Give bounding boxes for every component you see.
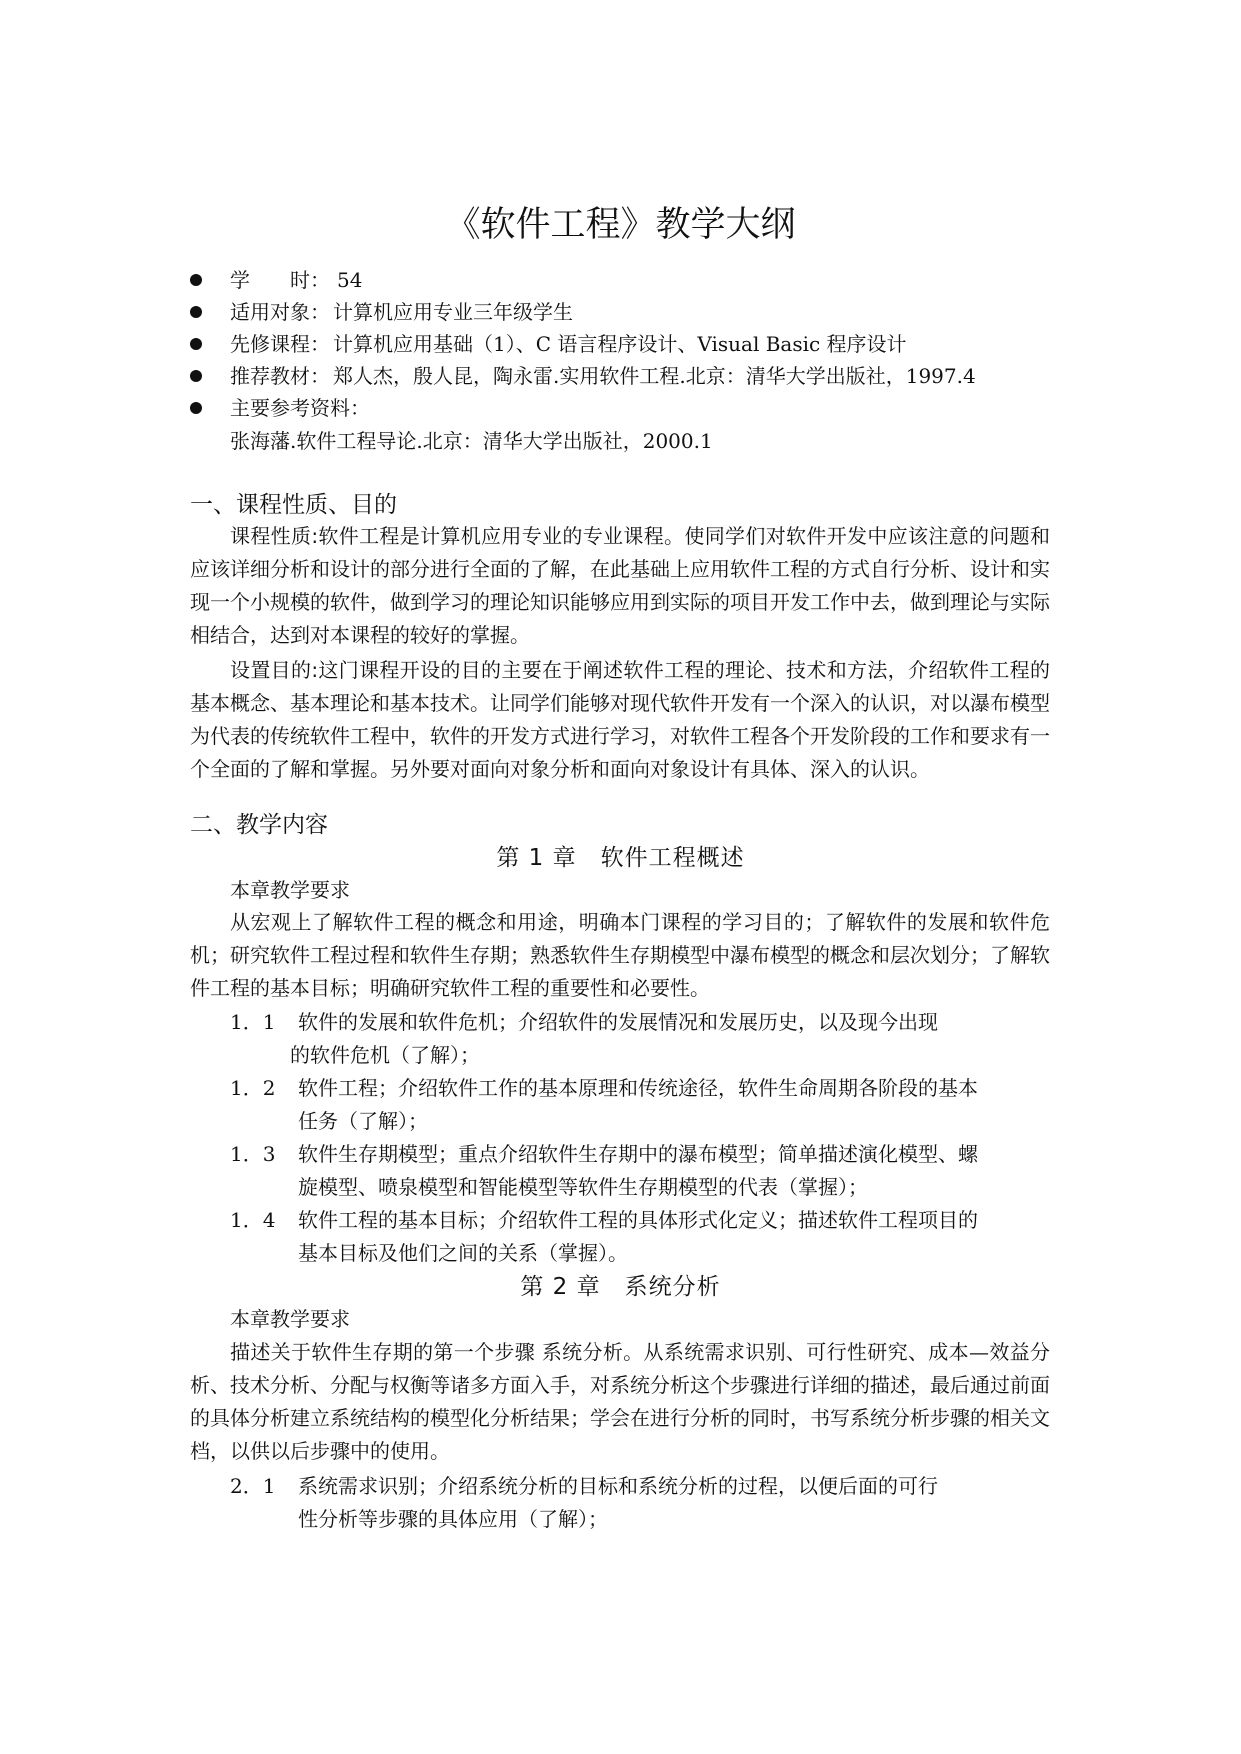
chapter-title-1: 第 1 章 软件工程概述 [496,845,745,871]
chapter-item [230,1006,1050,1072]
paragraph-course-nature [190,520,1050,652]
item-number: 1．3 [230,1142,276,1166]
item-number: 2．1 [230,1474,276,1498]
item-text [298,1138,1050,1204]
reference-entry: 张海藩.软件工程导论.北京：清华大学出版社，2000.1 [230,429,713,453]
meta-value: 郑人杰，殷人昆，陶永雷.实用软件工程.北京：清华大学出版社，1997.4 [333,364,976,388]
meta-value: 54 [337,268,363,292]
item-text [298,1470,1050,1536]
meta-value: 计算机应用专业三年级学生 [333,300,573,324]
paragraph-text: 这门课程开设的目的主要在于阐述软件工程的理论、技术和方法，介绍软件工程的基本概念、基本理论和基本技术。让同学们能够对现代软件开发有一个深入的认识，对以瀑布模型为代表的传统软件工程中，软件的开发方式进行学习，对软件工程各个开发阶段的工作和要求有一个全面的了解和掌握。另外要对面向对象分析和面向对象设计有具体、深入的认识。 [190,658,1051,781]
item-line: 软件的发展和软件危机；介绍软件的发展情况和发展历史，以及现今出现 [298,1010,938,1034]
item-line: 的软件危机（了解）； [290,1043,480,1067]
item-number: 1．2 [230,1076,276,1100]
chapter-requirements-text: 从宏观上了解软件工程的概念和用途，明确本门课程的学习目的；了解软件的发展和软件危机；研究软件工程过程和软件生存期；熟悉软件生存期模型中瀑布模型的概念和层次划分；了解软件工程的基本目标；明确研究软件工程的重要性和必要性。 [190,910,1050,1000]
paragraph-course-purpose [190,654,1050,786]
meta-label: 学 时： [230,268,330,292]
chapter-requirements-label: 本章教学要求 [230,878,350,902]
item-line: 基本目标及他们之间的关系（掌握）。 [298,1241,628,1265]
meta-label: 先修课程： [230,332,330,356]
paragraph-text: 软件工程是计算机应用专业的专业课程。使同学们对软件开发中应该注意的问题和应该详细分析和设计的部分进行全面的了解，在此基础上应用软件工程的方式自行分析、设计和实现一个小规模的软件，做到学习的理论知识能够应用到实际的项目开发工作中去，做到理论与实际相结合，达到对本课程的较好的掌握。 [190,524,1051,647]
chapter-item [230,1138,1050,1204]
bullet-icon [190,370,202,382]
item-line: 性分析等步骤的具体应用（了解）； [298,1507,608,1531]
chapter-title-2: 第 2 章 系统分析 [520,1274,721,1300]
item-line: 系统需求识别；介绍系统分析的目标和系统分析的过程，以便后面的可行 [298,1474,938,1498]
meta-label: 适用对象： [230,300,330,324]
document-title: 《软件工程》教学大纲 [445,205,796,245]
paragraph-lead: 课程性质: [230,524,319,548]
item-line: 任务（了解）； [298,1109,428,1133]
item-text [298,1072,1050,1138]
bullet-icon [190,402,202,414]
chapter-item [230,1470,1050,1536]
item-line: 软件工程的基本目标；介绍软件工程的具体形式化定义；描述软件工程项目的 [298,1208,978,1232]
chapter-requirements-label: 本章教学要求 [230,1307,350,1331]
item-text [290,1006,1050,1072]
item-number: 1．4 [230,1208,276,1232]
item-text [298,1204,1050,1270]
section-heading-nature: 一、课程性质、目的 [190,492,397,518]
meta-label: 推荐教材： [230,364,330,388]
chapter-requirements-text: 描述关于软件生存期的第一个步骤 系统分析。从系统需求识别、可行性研究、成本—效益分析、技术分析、分配与权衡等诸多方面入手，对系统分析这个步骤进行详细的描述，最后通过前面的具体分析建立系统结构的模型化分析结果；学会在进行分析的同时，书写系统分析步骤的相关文档，以供以后步骤中的使用。 [190,1340,1050,1463]
chapter-item [230,1072,1050,1138]
paragraph-lead: 设置目的: [230,658,319,682]
item-line: 软件工程；介绍软件工作的基本原理和传统途径，软件生命周期各阶段的基本 [298,1076,978,1100]
meta-value: 计算机应用基础（1）、C 语言程序设计、Visual Basic 程序设计 [333,332,907,356]
item-line: 旋模型、喷泉模型和智能模型等软件生存期模型的代表（掌握）； [298,1175,868,1199]
bullet-icon [190,338,202,350]
item-line: 软件生存期模型；重点介绍软件生存期中的瀑布模型；简单描述演化模型、螺 [298,1142,978,1166]
bullet-icon [190,306,202,318]
chapter-item [230,1204,1050,1270]
meta-label: 主要参考资料： [230,396,370,420]
item-number: 1．1 [230,1010,276,1034]
bullet-icon [190,274,202,286]
section-heading-content: 二、教学内容 [190,812,328,838]
